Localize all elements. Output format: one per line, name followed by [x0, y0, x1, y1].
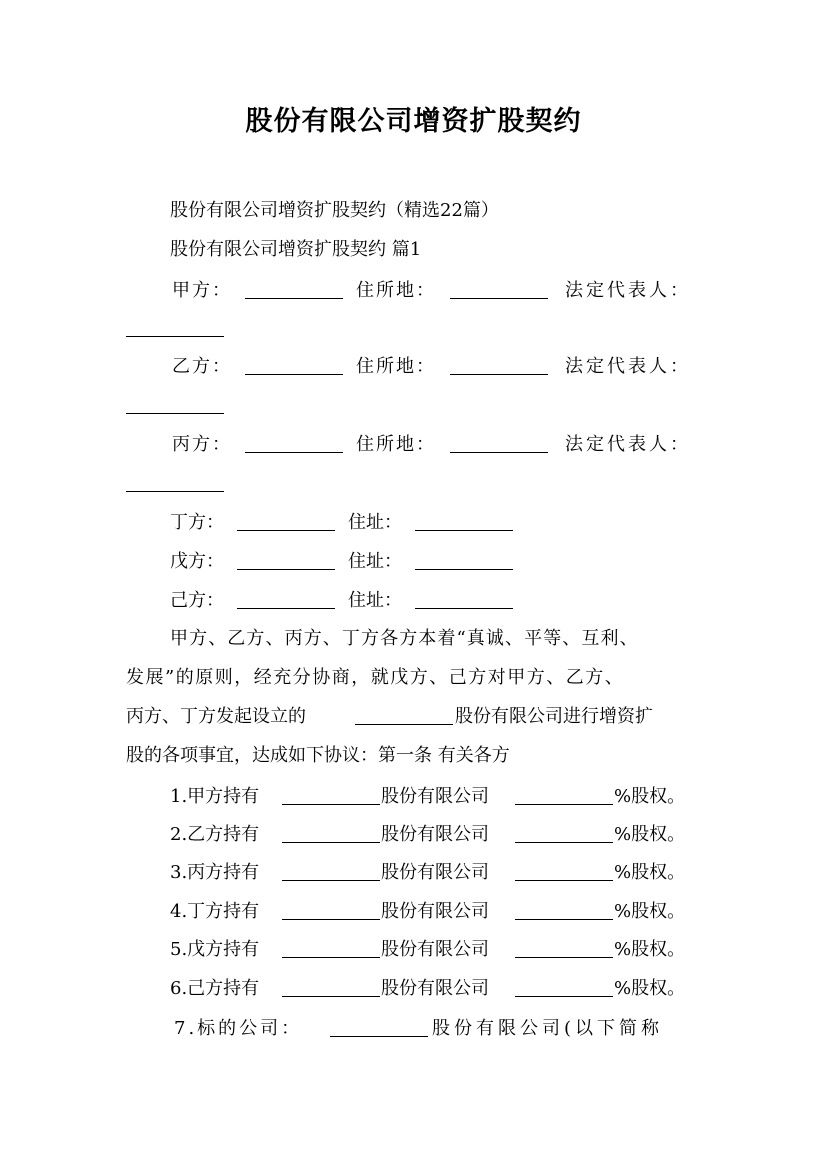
- target-company-text: 股份有限公司(以下简称: [432, 1018, 664, 1039]
- percent-blank: [515, 824, 613, 843]
- holding-suffix: %股权。: [614, 824, 686, 845]
- percent-blank: [515, 786, 613, 805]
- company-blank: [282, 901, 380, 920]
- party-label: 戊方：: [170, 551, 224, 572]
- holding-suffix: %股权。: [614, 786, 686, 807]
- percent-blank: [515, 978, 613, 997]
- holding-mid: 股份有限公司: [381, 939, 489, 960]
- company-blank: [282, 939, 380, 958]
- holding-prefix: 2.乙方持有: [170, 824, 260, 845]
- paragraph-text: 甲方、乙方、丙方、丁方各方本着“真诚、平等、互利、: [170, 628, 639, 649]
- paragraph-text: 股的各项事宜，达成如下协议：第一条 有关各方: [126, 745, 510, 766]
- holding-prefix: 6.己方持有: [170, 978, 260, 999]
- rep-blank: [126, 318, 224, 337]
- holding-suffix: %股权。: [614, 901, 686, 922]
- percent-blank: [515, 901, 613, 920]
- holding-prefix: 5.戊方持有: [170, 939, 260, 960]
- subtitle: 股份有限公司增资扩股契约（精选22篇）: [170, 200, 499, 221]
- rep-blank: [126, 473, 224, 492]
- holding-prefix: 4.丁方持有: [170, 901, 260, 922]
- company-blank: [330, 1018, 428, 1037]
- party-label: 甲方：: [172, 280, 232, 301]
- holding-prefix: 3.丙方持有: [170, 862, 260, 883]
- holding-mid: 股份有限公司: [381, 786, 489, 807]
- rep-label: 法定代表人：: [565, 280, 691, 301]
- address-blank: [415, 551, 513, 570]
- paragraph-text: 股份有限公司进行增资扩: [455, 706, 653, 727]
- holding-mid: 股份有限公司: [381, 901, 489, 922]
- name-blank: [237, 551, 335, 570]
- paragraph-text: 丙方、丁方发起设立的: [126, 706, 306, 727]
- holding-mid: 股份有限公司: [381, 978, 489, 999]
- paragraph-text: 发展”的原则，经充分协商，就戊方、己方对甲方、乙方、: [126, 667, 625, 688]
- company-blank: [282, 978, 380, 997]
- holding-suffix: %股权。: [614, 862, 686, 883]
- holding-suffix: %股权。: [614, 978, 686, 999]
- percent-blank: [515, 862, 613, 881]
- name-blank: [245, 434, 343, 453]
- percent-blank: [515, 939, 613, 958]
- party-label: 丁方：: [170, 512, 224, 533]
- rep-blank: [126, 395, 224, 414]
- holding-prefix: 1.甲方持有: [170, 786, 260, 807]
- address-blank: [450, 280, 548, 299]
- party-label: 己方：: [170, 590, 224, 611]
- name-blank: [245, 280, 343, 299]
- name-blank: [237, 512, 335, 531]
- party-label: 乙方：: [172, 356, 232, 377]
- document-title: 股份有限公司增资扩股契约: [245, 106, 582, 137]
- party-label: 丙方：: [172, 434, 232, 455]
- company-blank: [282, 824, 380, 843]
- target-company-label: 7.标的公司：: [174, 1018, 303, 1039]
- address-blank: [415, 590, 513, 609]
- holding-mid: 股份有限公司: [381, 824, 489, 845]
- address-blank: [450, 356, 548, 375]
- address-label: 住址：: [348, 551, 402, 572]
- rep-label: 法定代表人：: [565, 356, 691, 377]
- holding-mid: 股份有限公司: [381, 862, 489, 883]
- address-label: 住所地：: [356, 356, 436, 377]
- company-blank: [282, 786, 380, 805]
- company-blank: [355, 706, 453, 725]
- address-label: 住址：: [348, 590, 402, 611]
- name-blank: [245, 356, 343, 375]
- address-label: 住所地：: [356, 280, 436, 301]
- name-blank: [237, 590, 335, 609]
- address-blank: [415, 512, 513, 531]
- address-blank: [450, 434, 548, 453]
- section-heading: 股份有限公司增资扩股契约 篇1: [170, 239, 422, 260]
- company-blank: [282, 862, 380, 881]
- rep-label: 法定代表人：: [565, 434, 691, 455]
- address-label: 住址：: [348, 512, 402, 533]
- holding-suffix: %股权。: [614, 939, 686, 960]
- address-label: 住所地：: [356, 434, 436, 455]
